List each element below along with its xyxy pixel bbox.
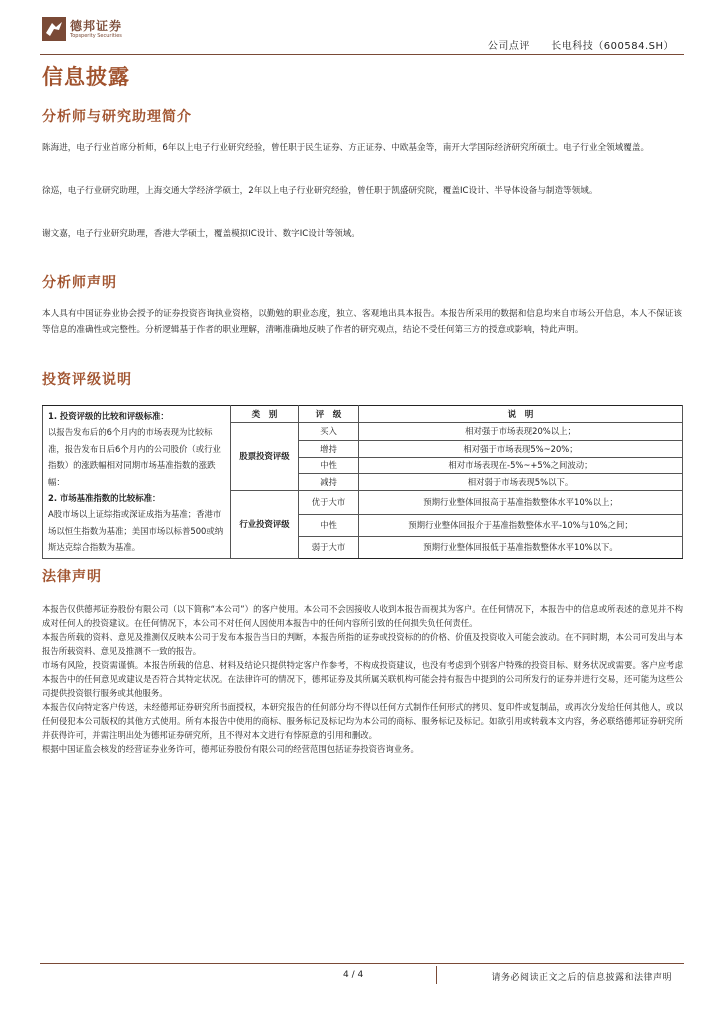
description-cell: 相对市场表现在-5%~+5%之间波动； [359, 457, 683, 474]
footer-separator [436, 966, 437, 984]
rating-table [42, 405, 683, 559]
legal-paragraph: 本报告仅供德邦证券股份有限公司（以下简称“本公司”）的客户使用。本公司不会因接收人收到本报告而视其为客户。在任何情况下，本报告中的信息或所表述的意见并不构成对任何人的投资建议。在任何情况下，本公司不对任何人因使用本报告中的任何内容所引致的任何损失负任何责任。 [42, 604, 683, 628]
description-cell: 相对强于市场表现5%~20%； [359, 441, 683, 458]
legal-paragraph: 本报告所载的资料、意见及推测仅反映本公司于发布本报告当日的判断，本报告所指的证券或投资标的的价格、价值及投资收入可能会波动。在不同时期，本公司可发出与本报告所载资料、意见及推测不一致的报告。 [42, 632, 683, 656]
stock-rating-group: 股票投资评级 [231, 422, 299, 490]
rating-cell: 减持 [299, 474, 359, 491]
page-number: 4 / 4 [343, 970, 364, 980]
logo-text-en: Topsperity Securities [70, 33, 122, 39]
report-type: 公司点评 [487, 41, 530, 52]
analyst-bio-1: 陈海进，电子行业首席分析师，6年以上电子行业研究经验，曾任职于民生证券、方正证券、中欧基金等，南开大学国际经济研究所硕士。电子行业全领域覆盖。 [42, 143, 650, 153]
eagle-logo-icon [42, 17, 66, 41]
legal-text [42, 602, 683, 756]
analyst-bio-2: 徐巡，电子行业研究助理，上海交通大学经济学硕士，2年以上电子行业研究经验，曾任职于凯盛研究院，覆盖IC设计、半导体设备与制造等领域。 [42, 186, 598, 196]
description-cell: 预期行业整体回报高于基准指数整体水平10%以上； [359, 490, 683, 514]
analyst-bio-3: 谢文嘉，电子行业研究助理，香港大学硕士，覆盖模拟IC设计、数字IC设计等领域。 [42, 229, 360, 239]
table-row [43, 406, 683, 423]
company-name: 长电科技（600584.SH） [551, 41, 674, 52]
col-header-category: 类 别 [231, 406, 299, 423]
rating-cell: 中性 [299, 457, 359, 474]
rating-cell: 弱于大市 [299, 536, 359, 558]
col-header-rating: 评 级 [299, 406, 359, 423]
analyst-section-title: 分析师与研究助理简介 [42, 109, 192, 125]
description-cell: 相对弱于市场表现5%以下。 [359, 474, 683, 491]
header-divider [40, 54, 684, 55]
criteria-text-1: 以报告发布后的6个月内的市场表现为比较标准，报告发布日后6个月内的公司股价（或行业指数）的涨跌幅相对同期市场基准指数的涨跌幅： [48, 427, 221, 487]
rating-cell: 增持 [299, 441, 359, 458]
industry-rating-group: 行业投资评级 [231, 490, 299, 558]
description-cell: 预期行业整体回报低于基准指数整体水平10%以下。 [359, 536, 683, 558]
rating-section-title: 投资评级说明 [42, 372, 132, 388]
legal-paragraph: 本报告仅向特定客户传送，未经德邦证券研究所书面授权，本研究报告的任何部分均不得以任何方式制作任何形式的拷贝、复印件或复制品，或再次分发给任何其他人，或以任何侵犯本公司版权的其他方式使用。所有本报告中使用的商标、服务标记及标记均为本公司的商标、服务标记及标记。如欲引用或转载本文内容，务必联络德邦证券研究所并获得许可，并需注明出处为德邦证券研究所，且不得对本文进行有悖原意的引用和删改。 [42, 702, 683, 740]
legal-paragraph: 市场有风险，投资需谨慎。本报告所载的信息、材料及结论只提供特定客户作参考，不构成投资建议，也没有考虑到个别客户特殊的投资目标、财务状况或需要。客户应考虑本报告中的任何意见或建议是否符合其特定状况。在法律许可的情况下，德邦证券及其所属关联机构可能会持有报告中提到的公司所发行的证券并进行交易，还可能为这些公司提供投资银行服务或其他服务。 [42, 660, 683, 698]
criteria-heading-1: 1. 投资评级的比较和评级标准： [48, 411, 169, 421]
criteria-heading-2: 2. 市场基准指数的比较标准： [48, 493, 161, 504]
rating-cell: 优于大市 [299, 490, 359, 514]
criteria-text-2: A股市场以上证综指或深证成指为基准；香港市场以恒生指数为基准；美国市场以标普500或纳斯达克综合指数为基准。 [48, 509, 224, 553]
description-cell: 相对强于市场表现20%以上； [359, 422, 683, 440]
logo-text-cn: 德邦证券 [70, 19, 123, 33]
footer-disclaimer: 请务必阅读正文之后的信息披露和法律声明 [491, 973, 672, 983]
rating-cell: 买入 [299, 422, 359, 440]
page-title: 信息披露 [42, 65, 130, 89]
statement-text: 本人具有中国证券业协会授予的证券投资咨询执业资格，以勤勉的职业态度，独立、客观地出具本报告。本报告所采用的数据和信息均来自市场公开信息，本人不保证该等信息的准确性或完整性。分析逻辑基于作者的职业理解，清晰准确地反映了作者的研究观点，结论不受任何第三方的授意或影响，特此声明。 [42, 309, 682, 335]
legal-paragraph: 根据中国证监会核发的经营证券业务许可，德邦证券股份有限公司的经营范围包括证券投资咨询业务。 [42, 744, 419, 754]
rating-criteria-cell [43, 406, 231, 559]
footer-divider [40, 963, 684, 964]
legal-section-title: 法律声明 [42, 569, 102, 585]
company-logo [42, 17, 142, 43]
header-report-info [488, 37, 674, 52]
col-header-description: 说 明 [359, 406, 683, 423]
statement-section-title: 分析师声明 [42, 275, 117, 291]
description-cell: 预期行业整体回报介于基准指数整体水平-10%与10%之间； [359, 514, 683, 536]
rating-cell: 中性 [299, 514, 359, 536]
